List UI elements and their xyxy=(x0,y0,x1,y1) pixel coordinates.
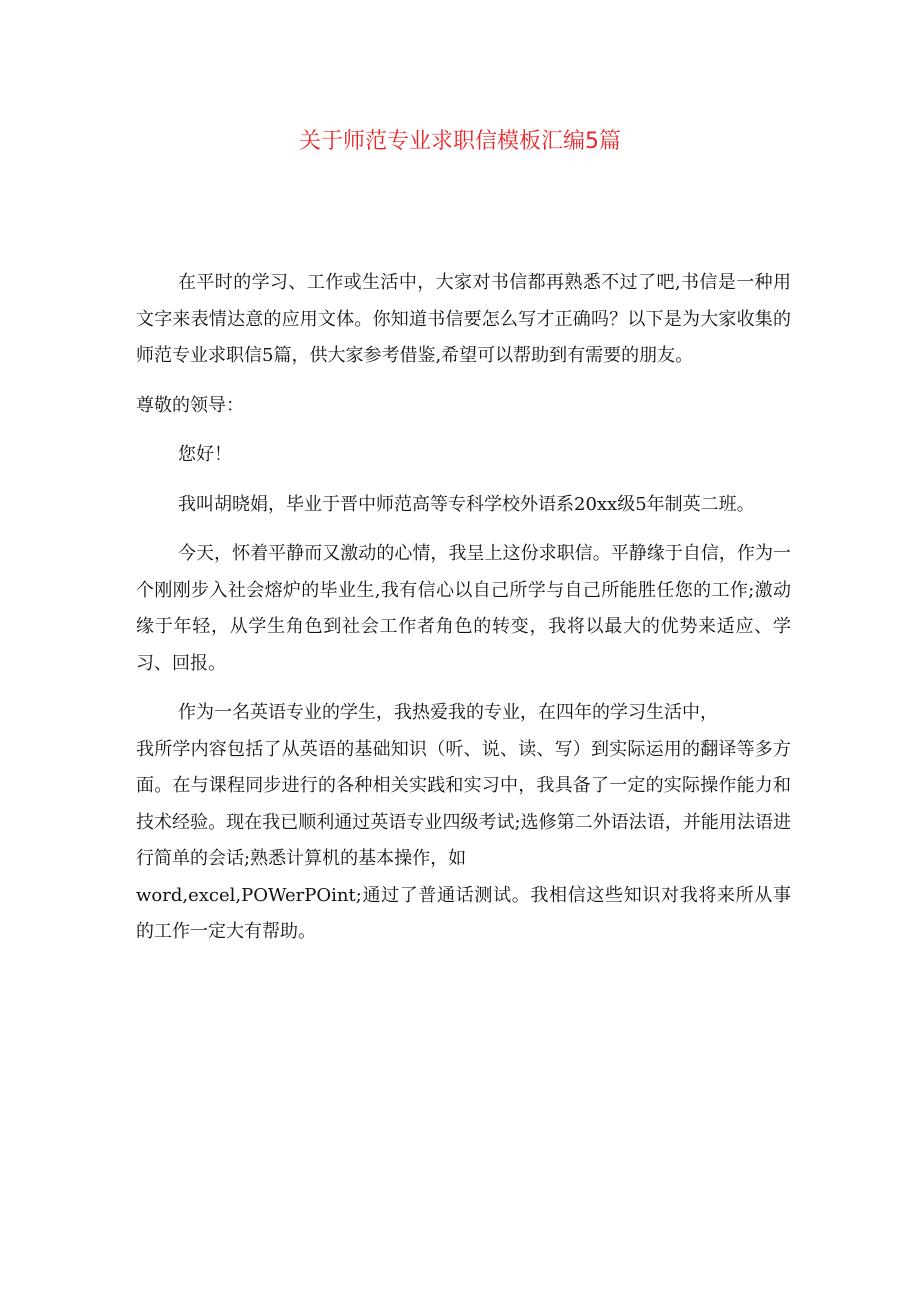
self-introduction-paragraph: 我叫胡晓娟，毕业于晋中师范高等专科学校外语系20xx级5年制英二班。 xyxy=(178,493,755,515)
greeting: 您好！ xyxy=(178,444,232,465)
motivation-paragraph: 今天，怀着平静而又激动的心情，我呈上这份求职信。平静缘于自信，作为一个刚刚步入社会熔炉的毕业生,我有信心以自己所学与自己所能胜任您的工作;激动缘于年轻，从学生角色到社会工作者角色的转变，我将以最大的优势来适应、学习、回报。 xyxy=(136,543,791,674)
document-body xyxy=(136,265,791,964)
closing-paragraph: word,excel,POWerPOint;通过了普通话测试。我相信这些知识对我将来所从事的工作一定大有帮助。 xyxy=(136,884,791,942)
skills-paragraph: 我所学内容包括了从英语的基础知识（听、说、读、写）到实际运用的翻译等多方面。在与课程同步进行的各种相关实践和实习中，我具备了一定的实际操作能力和技术经验。现在我已顺利通过英语专业四级考试;选修第二外语法语，并能用法语进行简单的会话;熟悉计算机的基本操作，如 xyxy=(136,738,791,869)
salutation: 尊敬的领导： xyxy=(136,394,244,416)
document-title: 关于师范专业求职信模板汇编5篇 xyxy=(299,129,621,154)
major-paragraph-line: 作为一名英语专业的学生，我热爱我的专业，在四年的学习生活中， xyxy=(178,702,718,723)
intro-paragraph: 在平时的学习、工作或生活中，大家对书信都再熟悉不过了吧,书信是一种用文字来表情达意的应用文体。你知道书信要怎么写才正确吗？以下是为大家收集的师范专业求职信5篇，供大家参考借鉴,希望可以帮助到有需要的朋友。 xyxy=(136,272,791,366)
